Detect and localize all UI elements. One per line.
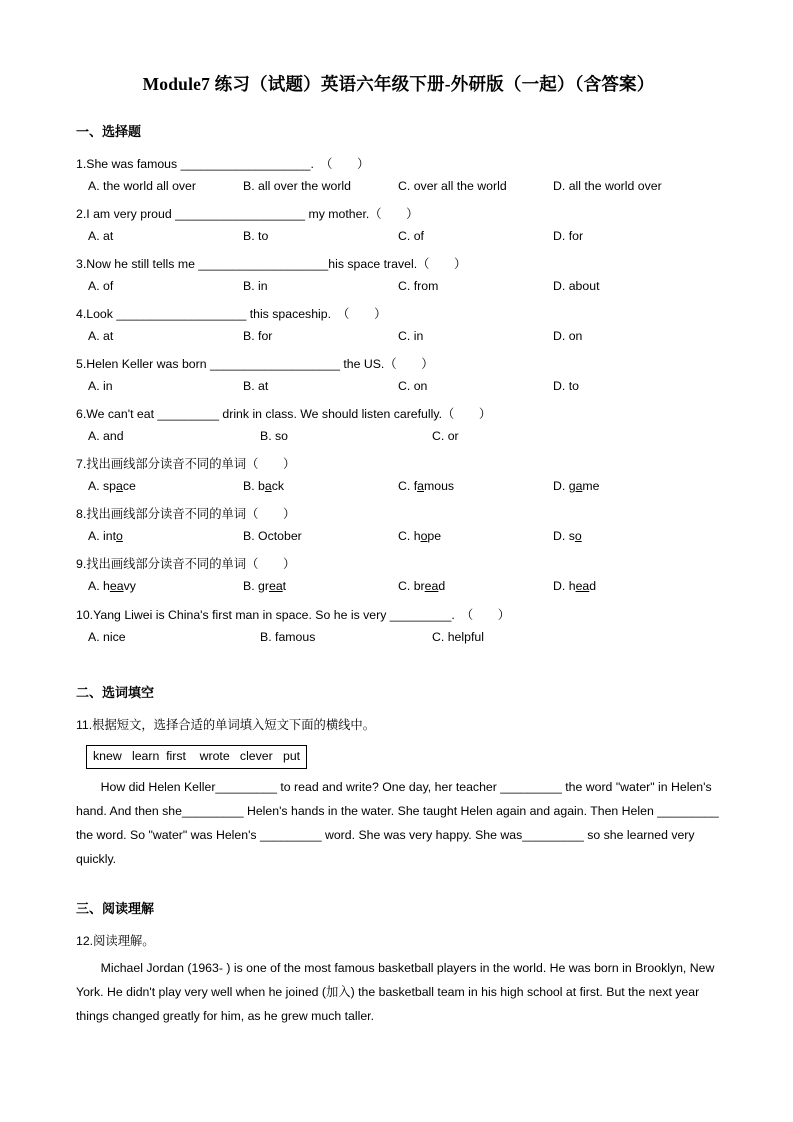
question-block <box>76 205 721 246</box>
question-block <box>76 606 721 647</box>
page-title: Module7 练习（试题）英语六年级下册-外研版（一起）（含答案） <box>142 74 655 94</box>
option-c[interactable]: C. bread <box>398 579 446 594</box>
question-stem: 8.找出画线部分读音不同的单词（ ） <box>76 507 296 522</box>
word-bank: knew learn first wrote clever put <box>86 745 307 769</box>
option-b[interactable]: B. all over the world <box>243 178 351 193</box>
spacer <box>76 656 721 684</box>
option-c[interactable]: C. from <box>398 278 439 293</box>
option-b[interactable]: B. to <box>243 228 269 243</box>
question-stem: 6.We can't eat _________ drink in class. We should listen carefully.（ ） <box>76 407 492 422</box>
option-a[interactable]: A. into <box>88 529 123 544</box>
option-c[interactable]: C. on <box>398 379 428 394</box>
reading-stem: 12.阅读理解。 <box>76 934 155 949</box>
question-stem: 1.She was famous ___________________. （ ） <box>76 156 370 171</box>
option-a[interactable]: A. heavy <box>88 579 136 594</box>
option-a[interactable]: A. at <box>88 329 114 344</box>
question-stem: 10.Yang Liwei is China's first man in space. So he is very _________. （ ） <box>76 607 511 622</box>
question-options <box>76 527 721 546</box>
option-d[interactable]: D. so <box>553 529 582 544</box>
option-d[interactable]: D. for <box>553 228 584 243</box>
option-c[interactable]: C. over all the world <box>398 178 507 193</box>
option-a[interactable]: A. the world all over <box>88 178 196 193</box>
option-d[interactable]: D. to <box>553 379 579 394</box>
option-a[interactable]: A. in <box>88 379 113 394</box>
option-a[interactable]: A. of <box>88 278 114 293</box>
option-c[interactable]: C. in <box>398 329 424 344</box>
option-a[interactable]: A. space <box>88 479 136 494</box>
option-b[interactable]: B. famous <box>260 629 316 644</box>
question-stem: 7.找出画线部分读音不同的单词（ ） <box>76 457 296 472</box>
option-d[interactable]: D. all the world over <box>553 178 662 193</box>
section-heading-word-fill: 二、选词填空 <box>76 684 155 700</box>
question-options <box>76 177 721 196</box>
reading-passage: Michael Jordan (1963- ) is one of the most famous basketball players in the world. He was born in Brooklyn, New York. He didn't play very well when he joined (加入) the basketball team in his high school at first. But the next year things changed greatly for him, as he grew much taller. <box>76 961 718 1024</box>
option-b[interactable]: B. for <box>243 329 273 344</box>
option-b[interactable]: B. great <box>243 579 287 594</box>
option-b[interactable]: B. in <box>243 278 268 293</box>
question-block <box>76 255 721 296</box>
option-d[interactable]: D. about <box>553 278 600 293</box>
question-block <box>76 555 721 596</box>
spacer <box>76 872 721 900</box>
option-d[interactable]: D. on <box>553 329 583 344</box>
question-block <box>76 155 721 196</box>
question-options <box>76 227 721 246</box>
option-c[interactable]: C. hope <box>398 529 442 544</box>
option-a[interactable]: A. at <box>88 228 114 243</box>
question-options <box>76 628 721 647</box>
cloze-stem: 11.根据短文，选择合适的单词填入短文下面的横线中。 <box>76 717 376 732</box>
document-content <box>76 72 721 1041</box>
option-a[interactable]: A. and <box>88 429 124 444</box>
option-b[interactable]: B. so <box>260 429 289 444</box>
option-b[interactable]: B. October <box>243 529 302 544</box>
question-stem: 5.Helen Keller was born ___________________ the US.（ ） <box>76 357 434 372</box>
option-d[interactable]: D. game <box>553 479 600 494</box>
question-block <box>76 355 721 396</box>
option-c[interactable]: C. of <box>398 228 424 243</box>
section-heading-reading: 三、阅读理解 <box>76 900 155 916</box>
cloze-passage: How did Helen Keller_________ to read and write? One day, her teacher _________ the word "water" in Helen's hand. And then she_________ Helen's hands in the water. She taught Helen again and again. Then Helen _________ the word. So "water" was Helen's _________ word. She was very happy. She was_________ so she learned very quickly. <box>76 780 723 866</box>
option-c[interactable]: C. helpful <box>432 629 484 644</box>
question-stem: 3.Now he still tells me ___________________his space travel.（ ） <box>76 256 467 271</box>
question-block <box>76 455 721 496</box>
question-options <box>76 327 721 346</box>
question-options <box>76 277 721 296</box>
option-c[interactable]: C. famous <box>398 479 455 494</box>
option-b[interactable]: B. back <box>243 479 285 494</box>
question-options <box>76 427 721 446</box>
question-block <box>76 405 721 446</box>
question-options <box>76 477 721 496</box>
question-options <box>76 577 721 596</box>
question-block <box>76 305 721 346</box>
option-d[interactable]: D. head <box>553 579 597 594</box>
section-heading-multiple-choice: 一、选择题 <box>76 123 142 139</box>
question-block <box>76 505 721 546</box>
option-a[interactable]: A. nice <box>88 629 126 644</box>
question-stem: 2.I am very proud ___________________ my mother.（ ） <box>76 206 419 221</box>
option-c[interactable]: C. or <box>432 429 459 444</box>
question-stem: 4.Look ___________________ this spaceship. （ ） <box>76 306 387 321</box>
option-b[interactable]: B. at <box>243 379 269 394</box>
question-stem: 9.找出画线部分读音不同的单词（ ） <box>76 557 296 572</box>
question-options <box>76 377 721 396</box>
